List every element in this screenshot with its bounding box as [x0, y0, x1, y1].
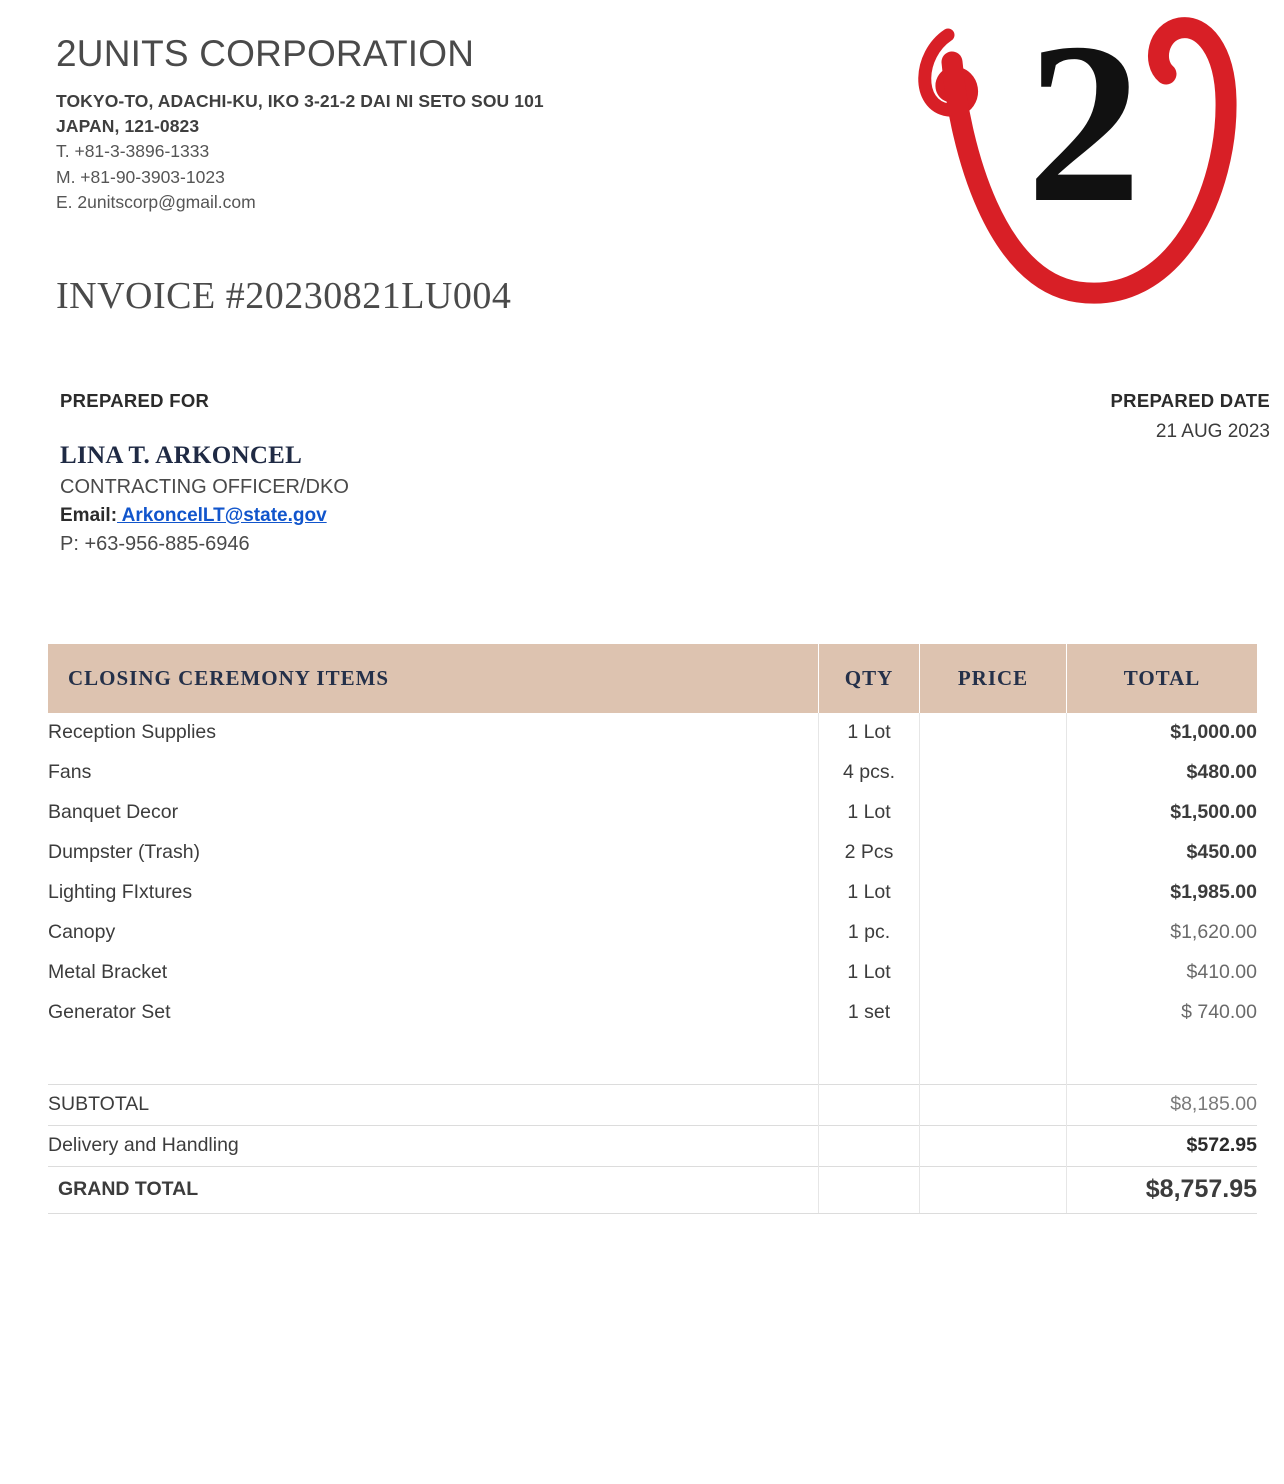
row-description: Banquet Decor	[48, 801, 179, 824]
delivery-label: Delivery and Handling	[48, 1125, 819, 1166]
subtotal-label: SUBTOTAL	[48, 1084, 819, 1125]
row-total: $410.00	[1186, 961, 1257, 984]
row-total: $1,985.00	[1170, 881, 1257, 904]
row-qty: 1 pc.	[819, 913, 920, 953]
row-total: $ 740.00	[1181, 1001, 1257, 1024]
client-title: CONTRACTING OFFICER/DKO	[60, 475, 349, 498]
table-row	[48, 913, 1257, 953]
table-row	[48, 833, 1257, 873]
row-price	[920, 993, 1067, 1033]
header-total: TOTAL	[1067, 644, 1258, 713]
row-price	[920, 953, 1067, 993]
delivery-value: $572.95	[1067, 1125, 1258, 1166]
delivery-price	[920, 1125, 1067, 1166]
row-description: Reception Supplies	[48, 721, 217, 744]
row-qty: 1 set	[819, 993, 920, 1033]
table-spacer-row	[48, 1033, 1257, 1085]
items-table-wrapper	[48, 644, 1257, 1214]
row-price	[920, 873, 1067, 913]
client-name: LINA T. ARKONCEL	[60, 441, 303, 469]
client-email-row	[60, 505, 1262, 527]
row-total: $1,000.00	[1170, 721, 1257, 744]
subtotal-value: $8,185.00	[1067, 1084, 1258, 1125]
row-description: Generator Set	[48, 1001, 171, 1024]
spacer-cell	[48, 1033, 819, 1085]
table-row	[48, 873, 1257, 913]
subtotal-row	[48, 1084, 1257, 1125]
company-address-line-1: TOKYO-TO, ADACHI-KU, IKO 3-21-2 DAI NI SETO SOU 101	[56, 90, 544, 111]
header-price: PRICE	[920, 644, 1067, 713]
row-price	[920, 833, 1067, 873]
grand-total-row	[48, 1166, 1257, 1213]
client-phone: P: +63-956-885-6946	[60, 532, 250, 555]
row-description: Canopy	[48, 921, 116, 944]
table-row	[48, 713, 1257, 753]
prepared-section	[0, 390, 1284, 556]
subtotal-qty	[819, 1084, 920, 1125]
svg-text:2: 2	[1026, 10, 1142, 250]
client-email-label: Email:	[60, 504, 118, 526]
row-price	[920, 793, 1067, 833]
grand-total-value: $8,757.95	[1067, 1166, 1258, 1213]
header-description: CLOSING CEREMONY ITEMS	[48, 644, 819, 713]
table-row	[48, 953, 1257, 993]
items-table-head	[48, 644, 1257, 713]
grand-total-price	[920, 1166, 1067, 1213]
prepared-date-block	[1111, 390, 1270, 443]
header-qty: QTY	[819, 644, 920, 713]
row-description: Dumpster (Trash)	[48, 841, 201, 864]
company-mobile: M. +81-90-3903-1023	[56, 166, 225, 187]
company-name: 2UNITS CORPORATION	[56, 33, 475, 74]
prepared-for-label: PREPARED FOR	[60, 389, 210, 411]
row-total: $450.00	[1186, 841, 1257, 864]
row-qty: 2 Pcs	[819, 833, 920, 873]
prepared-date-label: PREPARED DATE	[1110, 389, 1270, 411]
document-header	[0, 0, 1284, 250]
delivery-qty	[819, 1125, 920, 1166]
company-email: E. 2unitscorp@gmail.com	[56, 192, 256, 213]
v2-logo	[908, 10, 1248, 310]
row-qty: 4 pcs.	[819, 753, 920, 793]
items-table	[48, 644, 1257, 1214]
table-row	[48, 793, 1257, 833]
row-price	[920, 753, 1067, 793]
row-qty: 1 Lot	[819, 873, 920, 913]
row-total: $480.00	[1186, 761, 1257, 784]
client-email-link[interactable]: ArkoncelLT@state.gov	[117, 504, 327, 526]
row-total: $1,620.00	[1170, 921, 1257, 944]
delivery-row	[48, 1125, 1257, 1166]
company-address-line-2: JAPAN, 121-0823	[56, 116, 200, 137]
row-total: $1,500.00	[1170, 801, 1257, 824]
row-qty: 1 Lot	[819, 713, 920, 753]
row-description: Metal Bracket	[48, 961, 168, 984]
spacer-cell-total	[1067, 1033, 1258, 1085]
invoice-number: INVOICE #20230821LU004	[56, 274, 512, 317]
row-description: Fans	[48, 761, 92, 784]
company-telephone: T. +81-3-3896-1333	[56, 141, 210, 162]
spacer-cell-qty	[819, 1033, 920, 1085]
row-qty: 1 Lot	[819, 953, 920, 993]
grand-total-label: GRAND TOTAL	[48, 1166, 819, 1213]
table-row	[48, 753, 1257, 793]
row-price	[920, 913, 1067, 953]
row-qty: 1 Lot	[819, 793, 920, 833]
row-price	[920, 713, 1067, 753]
prepared-date-value: 21 AUG 2023	[1155, 420, 1270, 442]
spacer-cell-price	[920, 1033, 1067, 1085]
grand-total-qty	[819, 1166, 920, 1213]
row-description: Lighting FIxtures	[48, 881, 193, 904]
table-row	[48, 993, 1257, 1033]
subtotal-price	[920, 1084, 1067, 1125]
items-table-body	[48, 713, 1257, 1214]
table-header-row	[48, 644, 1257, 713]
